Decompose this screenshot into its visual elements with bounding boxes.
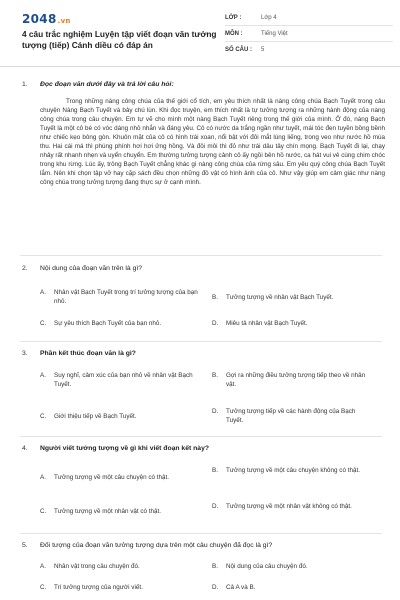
option-letter: A. (40, 372, 46, 379)
meta-value: 5 (261, 46, 265, 53)
option-a[interactable] (40, 473, 200, 482)
meta-row-class (225, 10, 393, 26)
option-d[interactable] (212, 407, 372, 425)
option-a[interactable] (40, 371, 200, 389)
option-text: Tưởng tượng về một câu chuyện không có thật. (226, 467, 360, 474)
question-number: 2. (22, 265, 28, 272)
worksheet-header (0, 0, 400, 67)
logo-text: 2048 (22, 12, 57, 26)
option-text: Nội dung của câu chuyện đó. (226, 563, 308, 570)
meta-key: LỚP : (225, 14, 242, 21)
meta-value: Tiếng Việt (261, 30, 288, 37)
divider (20, 341, 382, 342)
option-text: Trí tưởng tượng của người viết. (54, 584, 143, 591)
option-text: Tưởng tượng về nhân vật Bạch Tuyết. (226, 294, 334, 301)
option-text: Miêu tả nhân vật Bạch Tuyết. (226, 320, 308, 327)
option-letter: A. (40, 563, 46, 570)
option-b[interactable] (212, 466, 372, 475)
option-text: Nhân vật trong câu chuyện đó. (54, 563, 140, 570)
divider (20, 533, 382, 534)
option-a[interactable] (40, 288, 200, 306)
option-b[interactable] (212, 293, 382, 302)
option-letter: C. (40, 584, 47, 591)
meta-table (225, 10, 393, 57)
option-letter: B. (212, 372, 218, 379)
option-text: Nhân vật Bạch Tuyết trong trí tưởng tượng của bạn nhỏ. (54, 289, 198, 305)
option-a[interactable] (40, 562, 200, 571)
meta-key: MÔN : (225, 30, 243, 37)
option-text: Tưởng tượng về một nhân vật có thật. (54, 508, 161, 515)
option-c[interactable] (40, 412, 200, 421)
option-letter: B. (212, 294, 218, 301)
option-d[interactable] (212, 502, 372, 511)
question-number: 4. (22, 445, 28, 452)
question-number: 5. (22, 542, 28, 549)
option-text: Suy nghĩ, cảm xúc của bạn nhỏ về nhân vật Bạch Tuyết. (54, 372, 193, 388)
option-c[interactable] (40, 583, 200, 592)
option-b[interactable] (212, 562, 372, 571)
logo-suffix: .vn (57, 17, 71, 25)
option-c[interactable] (40, 319, 200, 328)
option-d[interactable] (212, 319, 382, 328)
divider (20, 255, 382, 256)
meta-row-subject (225, 26, 393, 42)
option-text: Gợi ra những điều tưởng tượng tiếp theo về nhân vật. (226, 372, 366, 388)
option-letter: D. (212, 320, 219, 327)
option-text: Tưởng tượng tiếp về các hành động của Bạch Tuyết. (226, 408, 356, 424)
meta-value: Lớp 4 (261, 14, 277, 21)
option-text: Cả A và B. (226, 584, 256, 591)
question-text: Đối tượng của đoạn văn tưởng tượng dựa trên một câu chuyện đã đọc là gì? (40, 542, 273, 549)
question-text: Phần kết thúc đoạn văn là gì? (40, 350, 136, 357)
site-logo[interactable] (22, 12, 71, 26)
option-letter: B. (212, 563, 218, 570)
reading-passage: Trong những nàng công chúa của thế giới cổ tích, em yêu thích nhất là nàng công chúa Bạch Tuyết trong câu chuyện Nàng Bạch Tuyết và bảy chú lùn. Khi đọc truyện, em thích nhất là tự tưởng tượng ra những hành động của nàng công chúa trong câu chuyện. Em tự vẽ cho mình một nàng Bạch Tuyết riêng trong thế giới của mình. Ở đó, nàng Bạch Tuyết là một cô bé có vóc dáng nhỏ nhắn và đáng yêu. Cô có nước da trắng ngần như tuyết, mái tóc đen tuyền bồng bềnh như chiếc kẹo bông gòn. Khuôn mặt của cô có hình trái xoan, nổi bật với đôi mắt lúng liếng, trong veo như nước hồ mùa thu. Hai cái má thì phúng phính hơi hơi ửng hồng. Và đôi môi thì đỏ như trái dâu tây chín mọng. Bạch Tuyết đi lại, chạy nhảy rất nhanh nhẹn và uyển chuyển. Em thường tưởng tượng cảnh cô ấy ngồi bên hồ nước, ca hát vui vẻ cùng chim chóc trong khu rừng. Lúc ấy, trông Bạch Tuyết chẳng khác gì nàng công chúa của rừng sâu. Em yêu quý công chúa Bạch Tuyết lắm. Nên khi chọn tập vở hay cặp sách đều chọn những đồ vật có hình ảnh của cô. Như vậy giúp em cảm giác như nàng công chúa trong tưởng tượng đang thực sự ở cạnh mình. (40, 98, 385, 187)
question-number: 1. (22, 81, 28, 88)
meta-row-count (225, 42, 393, 57)
meta-key: SỐ CÂU : (225, 46, 252, 53)
option-text: Tưởng tượng về một nhân vật không có thật. (226, 503, 352, 510)
question-text: Nội dung của đoạn văn trên là gì? (40, 265, 143, 272)
option-text: Giới thiệu tiếp về Bạch Tuyết. (54, 413, 137, 420)
option-b[interactable] (212, 371, 372, 389)
option-letter: C. (40, 320, 47, 327)
option-letter: C. (40, 413, 47, 420)
option-letter: A. (40, 289, 46, 296)
option-letter: D. (212, 408, 219, 415)
question-text: Đọc đoạn văn dưới đây và trả lời câu hỏi: (40, 81, 174, 88)
question-text: Người viết tưởng tượng về gì khi viết đoạn kết này? (40, 445, 209, 452)
option-text: Tưởng tượng về một câu chuyện có thật. (54, 474, 170, 481)
option-letter: A. (40, 474, 46, 481)
option-c[interactable] (40, 507, 200, 516)
divider (20, 436, 382, 437)
question-number: 3. (22, 350, 28, 357)
option-letter: D. (212, 503, 219, 510)
option-letter: B. (212, 467, 218, 474)
option-text: Sự yêu thích Bạch Tuyết của bạn nhỏ. (54, 320, 162, 327)
option-letter: D. (212, 584, 219, 591)
option-letter: C. (40, 508, 47, 515)
document-title: 4 câu trắc nghiệm Luyện tập viết đoạn văn tưởng tượng (tiếp) Cánh diều có đáp án (22, 29, 217, 50)
option-d[interactable] (212, 583, 372, 592)
